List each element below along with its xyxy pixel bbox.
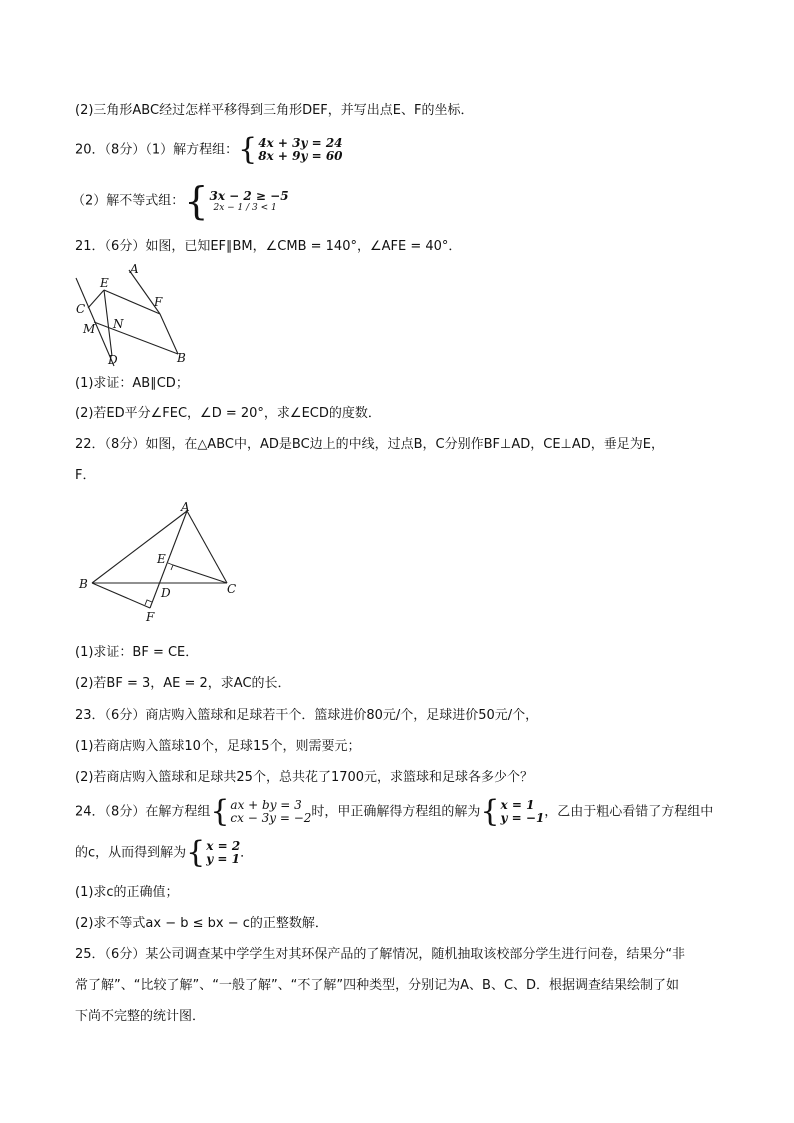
q24-stem-a <box>75 794 714 829</box>
q24-sys-eq2: cx − 3y = −2 <box>230 811 312 825</box>
q22-part2: (2)若BF = 3，AE = 2，求AC的长． <box>75 676 291 691</box>
q24-text-2: 时，甲正确解得方程组的解为 <box>311 804 481 820</box>
label-m: M <box>83 322 96 336</box>
q20-prefix: 20．（8分）（1）解方程组： <box>75 142 239 158</box>
q24-sol2-x: x = 2 <box>206 839 241 853</box>
q24-text-3: ，乙由于粗心看错了方程组中 <box>544 804 714 820</box>
q21-part2: (2)若ED平分∠FEC，∠D = 20°，求∠ECD的度数． <box>75 406 381 421</box>
q24-sol1-y: y = −1 <box>500 811 545 825</box>
q25-stem-c: 下尚不完整的统计图． <box>75 1009 206 1024</box>
label-d: D <box>108 353 118 367</box>
q23-part2: (2)若商店购入篮球和足球共25个，总共花了1700元，求篮球和足球各多少个？ <box>75 770 534 785</box>
segment-bf <box>92 583 150 608</box>
q20-part1 <box>75 132 343 167</box>
label-e: E <box>157 552 166 566</box>
label-d: D <box>161 586 171 600</box>
line-ce <box>88 290 104 308</box>
label-c: C <box>76 302 86 316</box>
q24-solution-1: { x = 1 y = −1 <box>480 794 545 829</box>
q21-part1: (1)求证：AB∥CD； <box>75 376 189 391</box>
label-b: B <box>79 577 88 591</box>
q20-eq1: 4x + 3y = 24 <box>258 136 343 150</box>
label-n: N <box>113 317 124 331</box>
q24-sys-eq1: ax + by = 3 <box>230 798 302 812</box>
label-f: F <box>146 610 155 624</box>
q21-stem: 21．（6分）如图，已知EF∥BM，∠CMB = 140°，∠AFE = 40°． <box>75 239 462 254</box>
label-e: E <box>100 276 109 290</box>
figure-22 <box>70 495 245 627</box>
q20-inequality-system: { 3x − 2 ≥ −5 2x − 1 / 3 < 1 <box>184 179 289 223</box>
q23-stem: 23．（6分）商店购入篮球和足球若干个．篮球进价80元/个，足球进价50元/个， <box>75 708 539 723</box>
q20-eq2: 8x + 9y = 60 <box>258 149 343 163</box>
q25-stem-b: 常了解”、“比较了解”、“一般了解”、“不了解”四种类型，分别记为A、B、C、D．根据调查结果绘制了如 <box>75 978 680 993</box>
q24-text-1: 24．（8分）在解方程组 <box>75 804 211 820</box>
q24-stem-b <box>75 835 254 870</box>
q25-stem-a: 25．（6分）某公司调查某中学学生对其环保产品的了解情况，随机抽取该校部分学生进行问卷，结果分“非 <box>75 947 686 962</box>
q24-system: { ax + by = 3 cx − 3y = −2 <box>210 794 312 829</box>
q24-sol2-y: y = 1 <box>206 852 240 866</box>
q24-part1: (1)求c的正确值； <box>75 885 179 900</box>
q24-text-5: ． <box>240 845 254 861</box>
label-a: A <box>181 500 190 514</box>
label-c: C <box>227 582 237 596</box>
label-b: B <box>177 351 186 365</box>
figure-21 <box>66 260 196 368</box>
q24-sol1-x: x = 1 <box>500 798 535 812</box>
q20-part2 <box>72 179 289 223</box>
q24-part2: (2)求不等式ax − b ≤ bx − c的正整数解． <box>75 916 328 931</box>
q20-ineq2: 2x − 1 / 3 < 1 <box>213 202 277 213</box>
q20-equation-system: { 4x + 3y = 24 8x + 9y = 60 <box>238 132 343 167</box>
q24-solution-2: { x = 2 y = 1 <box>186 835 241 870</box>
q20-ineq1: 3x − 2 ≥ −5 <box>209 188 289 203</box>
q22-stem-b: F． <box>75 468 96 483</box>
q24-text-4: 的c，从而得到解为 <box>75 845 187 861</box>
q22-part1: (1)求证：BF = CE． <box>75 645 199 660</box>
q23-part1: (1)若商店购入篮球10个，足球15个，则需要元； <box>75 739 361 754</box>
q19-part2: (2)三角形ABC经过怎样平移得到三角形DEF，并写出点E、F的坐标． <box>75 103 474 118</box>
right-angle-e <box>168 563 173 570</box>
label-f: F <box>154 295 163 309</box>
label-a: A <box>130 262 139 276</box>
q22-stem-a: 22．（8分）如图，在△ABC中，AD是BC边上的中线，过点B，C分别作BF⊥AD，CE⊥AD，垂足为E， <box>75 437 664 452</box>
q20-2-prefix: （2）解不等式组： <box>72 193 185 209</box>
